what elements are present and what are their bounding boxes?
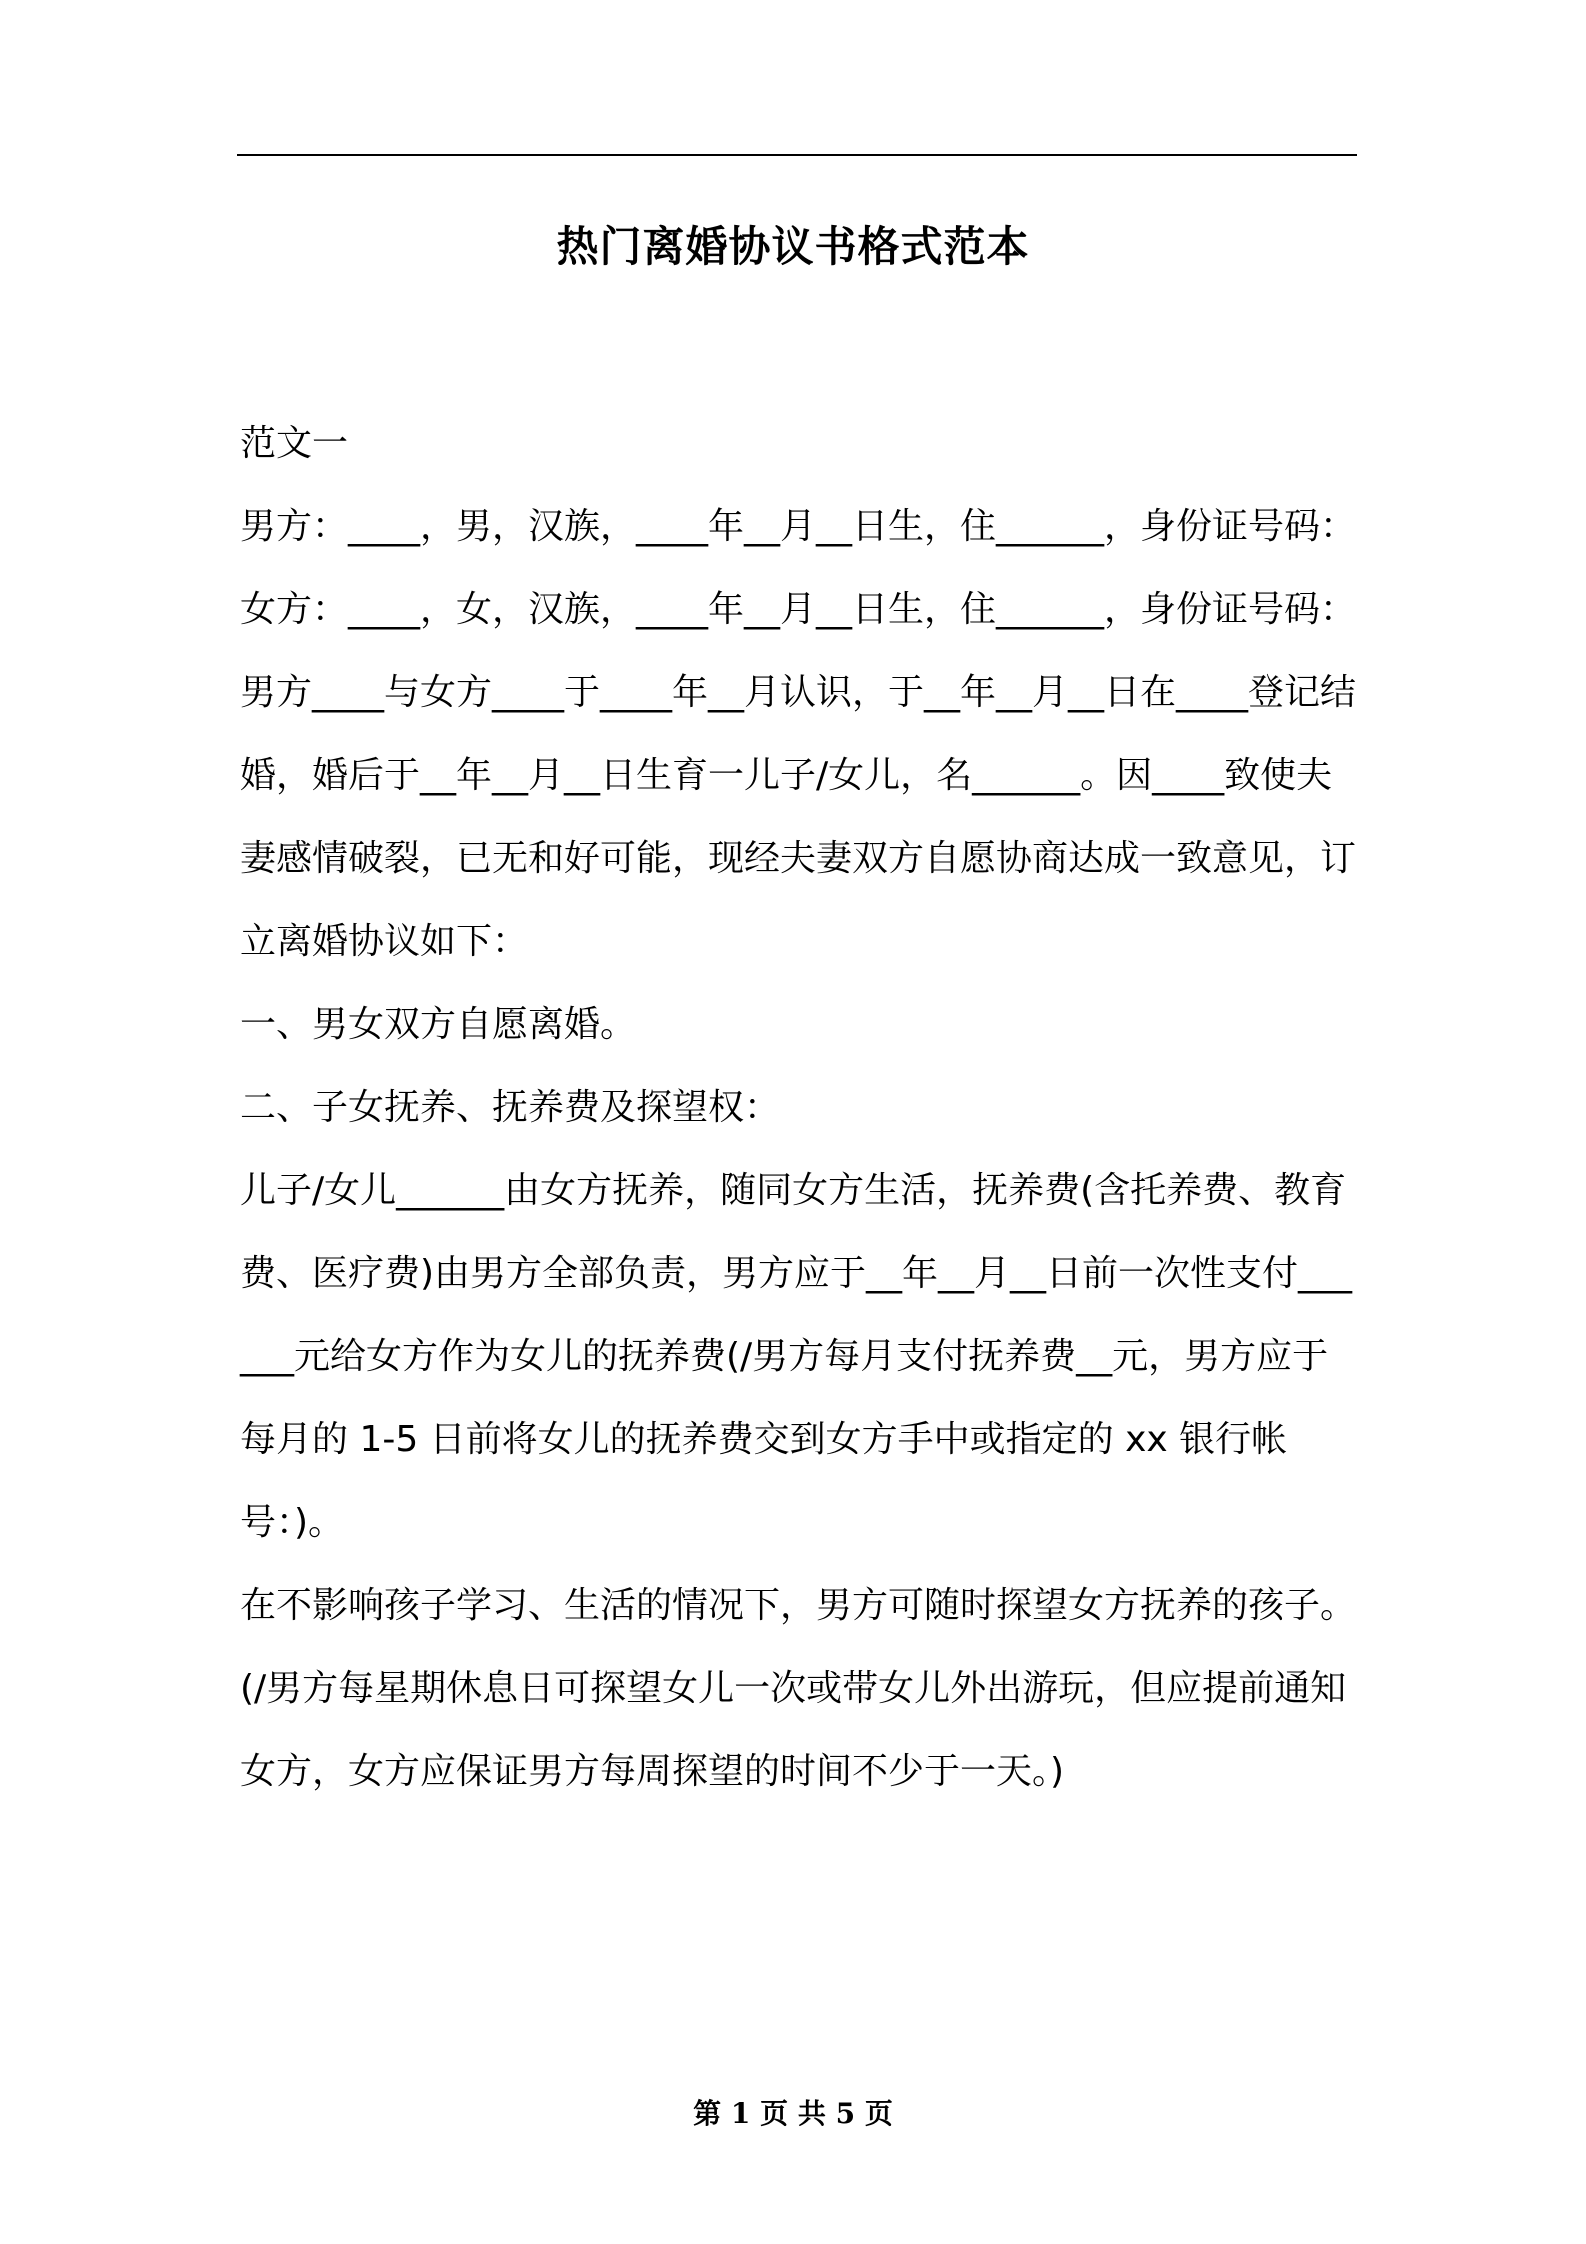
header-rule	[237, 154, 1357, 156]
paragraph-husband-info: 男方：____，男，汉族，____年__月__日生，住______，身份证号码：	[240, 506, 1357, 547]
document-title: 热门离婚协议书格式范本	[556, 222, 1030, 271]
paragraph-child-support: 儿子/女儿______由女方抚养，随同女方生活，抚养费(含托养费、教育费、医疗费)由男方全部负责，男方应于__年__月__日前一次性支付______元给女方作为女儿的抚养费(/男方每月支付抚养费__元，男方应于每月的 1-5 日前将女儿的抚养费交到女方手中或指定的 xx 银行帐号：)。	[240, 1170, 1353, 1543]
clause-two-heading: 二、子女抚养、抚养费及探望权：	[240, 1087, 781, 1128]
paragraph-marriage-background: 男方____与女方____于____年__月认识，于__年__月__日在____登记结婚，婚后于__年__月__日生育一儿子/女儿，名______。因____致使夫妻感情破裂，已无和好可能，现经夫妻双方自愿协商达成一致意见，订立离婚协议如下：	[240, 672, 1357, 962]
section-label: 范文一	[240, 423, 349, 464]
paragraph-wife-info: 女方：____，女，汉族，____年__月__日生，住______，身份证号码：	[240, 589, 1357, 630]
page-footer: 第 1 页 共 5 页	[693, 2097, 893, 2130]
document-body	[240, 402, 1356, 1813]
clause-one: 一、男女双方自愿离婚。	[240, 1004, 637, 1045]
paragraph-visitation: 在不影响孩子学习、生活的情况下，男方可随时探望女方抚养的孩子。(/男方每星期休息日可探望女儿一次或带女儿外出游玩，但应提前通知女方，女方应保证男方每周探望的时间不少于一天。)	[240, 1585, 1357, 1792]
